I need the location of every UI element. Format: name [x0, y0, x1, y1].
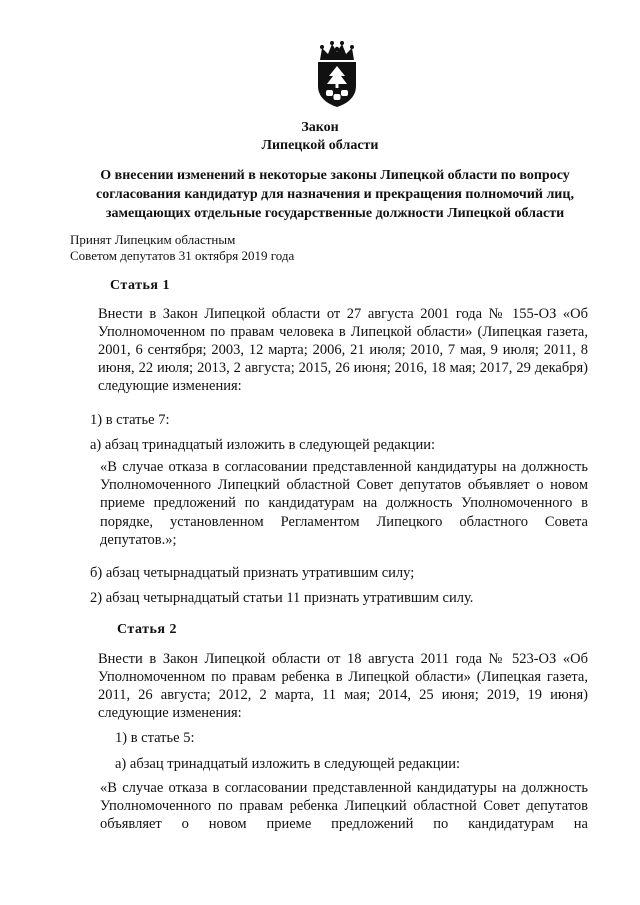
article-2-quote	[72, 779, 588, 834]
document-region: Липецкой области	[261, 138, 379, 153]
article-2-intro-text: Внести в Закон Липецкой области от 18 августа 2011 года № 523-ОЗ «Об Уполномоченном по правам ребенка в Липецкой области» (Липецкая газета, 2011, 26 августа; 2012, 2 марта, 11 мая; 2014, 25 июня; 2019, 19 июня) следующие изменения:	[98, 651, 588, 721]
article-2-intro	[70, 650, 588, 722]
subtitle-line: О внесении изменений в некоторые законы Липецкой области по вопросу	[100, 168, 570, 183]
article-1-intro	[70, 305, 588, 395]
article-1-item-1: 1) в статье 7:	[90, 412, 170, 428]
article-2-item-1: 1) в статье 5:	[115, 730, 195, 746]
document-subtitle	[40, 166, 630, 223]
article-1-heading: Статья 1	[110, 278, 170, 293]
subtitle-line: замещающих отдельные государственные должности Липецкой области	[105, 206, 565, 221]
article-2-quote-text: «В случае отказа в согласовании представленной кандидатуры на должность Уполномоченного по правам ребенка Липецкий областной Совет депутатов объявляет о новом приеме предложений по кандидатурам на	[100, 780, 588, 833]
article-1-quote	[72, 458, 588, 549]
subtitle-line: согласования кандидатур для назначения и прекращения полномочий лиц,	[96, 187, 574, 202]
article-2-item-1a: а) абзац тринадцатый изложить в следующей редакции:	[115, 756, 461, 772]
article-2-heading: Статья 2	[117, 622, 177, 637]
article-1-item-2: 2) абзац четырнадцатый статьи 11 признать утратившим силу.	[90, 590, 474, 606]
article-1-item-1b: б) абзац четырнадцатый признать утратившим силу;	[90, 565, 415, 581]
lipetsk-coat-of-arms-icon	[312, 40, 362, 108]
document-title: Закон	[301, 120, 339, 135]
article-1-intro-text: Внести в Закон Липецкой области от 27 августа 2001 года № 155-ОЗ «Об Уполномоченном по правам человека в Липецкой области» (Липецкая газета, 2001, 6 сентября; 2003, 12 марта; 2006, 21 июля; 2010, 7 мая, 9 июля; 2011, 8 июня, 22 июля; 2013, 2 августа; 2015, 26 июня; 2016, 18 мая; 2017, 29 декабря) следующие изменения:	[98, 306, 588, 394]
adoption-line-2: Советом депутатов 31 октября 2019 года	[70, 248, 295, 263]
article-1-item-1a: а) абзац тринадцатый изложить в следующей редакции:	[90, 437, 436, 453]
article-1-quote-text: «В случае отказа в согласовании представленной кандидатуры на должность Уполномоченного Липецкий областной Совет депутатов объявляет о новом приеме предложений по кандидатурам на должность Уполномоченного в порядке, установленном Регламентом Липецкого областного Совета депутатов.»;	[100, 459, 588, 548]
adoption-line-1: Принят Липецким областным	[70, 232, 236, 247]
